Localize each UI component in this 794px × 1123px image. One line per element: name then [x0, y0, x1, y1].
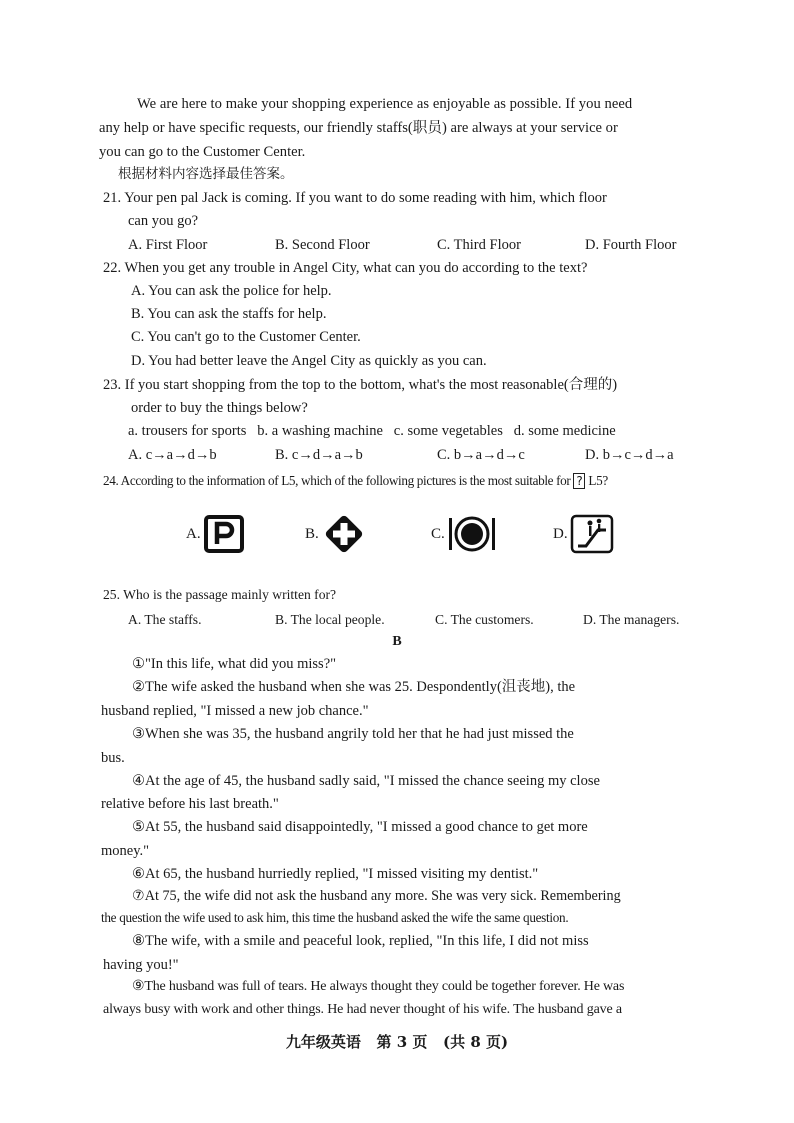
- b-sentence-6: ⑥At 65, the husband hurriedly replied, "I missed visiting my dentist.": [132, 866, 539, 882]
- q24-label-a: A.: [186, 525, 201, 542]
- q23-option-c: C. b→a→d→c: [437, 447, 525, 463]
- q21-stem-line-1: 21. Your pen pal Jack is coming. If you want to do some reading with him, which floor: [103, 190, 607, 206]
- q25-option-c: C. The customers.: [435, 612, 534, 627]
- b-sentence-3-line-1: ③When she was 35, the husband angrily told her that he had just missed the: [132, 726, 574, 742]
- q23-option-a: A. c→a→d→b: [128, 447, 217, 463]
- q21-option-b: B. Second Floor: [275, 237, 370, 253]
- q22-option-a: A. You can ask the police for help.: [131, 283, 332, 299]
- q21-option-a: A. First Floor: [128, 237, 208, 253]
- q25-stem: 25. Who is the passage mainly written for?: [103, 587, 337, 602]
- q23-stem-line-2: order to buy the things below?: [131, 400, 308, 416]
- q24-picture-d: [553, 512, 614, 556]
- b-sentence-4-line-2: relative before his last breath.": [101, 796, 279, 812]
- restaurant-icon: [447, 512, 497, 556]
- q23-option-b: B. c→d→a→b: [275, 447, 363, 463]
- instruction-text: 根据材料内容选择最佳答案。: [118, 166, 294, 182]
- q21-stem-line-2: can you go?: [128, 213, 199, 229]
- b-sentence-9-line-2: always busy with work and other things. He had never thought of his wife. The husband gave a: [103, 1002, 622, 1017]
- q25-option-b: B. The local people.: [275, 612, 385, 627]
- q23-options: [128, 447, 728, 465]
- q21-option-d: D. Fourth Floor: [585, 237, 677, 253]
- q24-picture-c: [431, 512, 497, 556]
- first-aid-icon: [321, 511, 367, 557]
- b-sentence-3-line-2: bus.: [101, 750, 125, 766]
- b-sentence-8-line-2: having you!": [103, 957, 179, 973]
- q23-option-d: D. b→c→d→a: [585, 447, 674, 463]
- q24-stem-text: 24. According to the information of L5, which of the following pictures is the most suitable for: [103, 473, 571, 488]
- q24-label-b: B.: [305, 525, 319, 542]
- q25-options: [128, 612, 728, 630]
- q24-picture-b: [305, 512, 367, 556]
- b-sentence-1: ①"In this life, what did you miss?": [132, 656, 337, 672]
- section-b-title: B: [392, 634, 402, 649]
- escalator-icon: [570, 514, 614, 554]
- q24-label-c: C.: [431, 525, 445, 542]
- q23-stem-line-1: 23. If you start shopping from the top to the bottom, what's the most reasonable(合理的): [103, 377, 618, 393]
- q23-items: a. trousers for sports b. a washing machine c. some vegetables d. some medicine: [128, 423, 616, 439]
- b-sentence-4-line-1: ④At the age of 45, the husband sadly said, "I missed the chance seeing my close: [132, 773, 600, 789]
- q22-option-d: D. You had better leave the Angel City as quickly as you can.: [131, 353, 487, 369]
- q22-stem: 22. When you get any trouble in Angel City, what can you do according to the text?: [103, 260, 588, 276]
- intro-line-1: We are here to make your shopping experience as enjoyable as possible. If you need: [137, 96, 633, 112]
- b-sentence-2-line-2: husband replied, "I missed a new job chance.": [101, 703, 369, 719]
- q21-options: [128, 237, 728, 255]
- q21-option-c: C. Third Floor: [437, 237, 521, 253]
- b-sentence-2-line-1: ②The wife asked the husband when she was 25. Despondently(沮丧地), the: [132, 679, 576, 695]
- q24-label-d: D.: [553, 525, 568, 542]
- b-sentence-7-line-2: the question the wife used to ask him, this time the husband asked the wife the same question.: [101, 910, 569, 925]
- intro-line-2: any help or have specific requests, our friendly staffs(职员) are always at your service or: [99, 120, 618, 136]
- q24-blank-box: ?: [573, 473, 585, 489]
- q22-option-b: B. You can ask the staffs for help.: [131, 306, 327, 322]
- q25-option-a: A. The staffs.: [128, 612, 202, 627]
- q24-stem-end: L5?: [588, 473, 608, 488]
- parking-icon: [203, 514, 245, 554]
- b-sentence-9-line-1: ⑨The husband was full of tears. He always thought they could be together forever. He was: [132, 979, 625, 994]
- q25-option-d: D. The managers.: [583, 612, 680, 627]
- q22-option-c: C. You can't go to the Customer Center.: [131, 329, 361, 345]
- b-sentence-5-line-1: ⑤At 55, the husband said disappointedly, "I missed a good chance to get more: [132, 819, 588, 835]
- page-footer: 九年级英语 第 3 页 (共 8 页): [285, 1033, 509, 1051]
- b-sentence-5-line-2: money.": [101, 843, 150, 859]
- q24-stem: [103, 473, 608, 489]
- intro-line-3: you can go to the Customer Center.: [99, 144, 306, 160]
- q24-picture-a: [186, 512, 245, 556]
- b-sentence-8-line-1: ⑧The wife, with a smile and peaceful look, replied, "In this life, I did not miss: [132, 933, 589, 949]
- b-sentence-7-line-1: ⑦At 75, the wife did not ask the husband any more. She was very sick. Remembering: [132, 888, 621, 904]
- q24-pictures: [0, 512, 794, 558]
